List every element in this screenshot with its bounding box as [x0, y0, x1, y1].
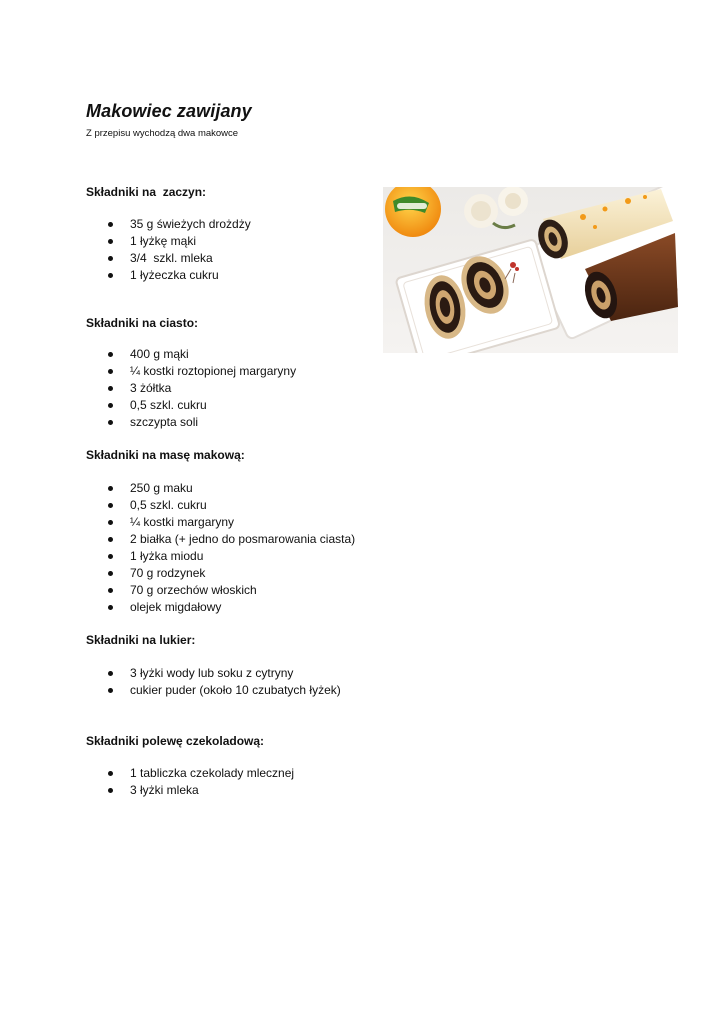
- bullet-icon: [108, 239, 113, 244]
- list-item: 3 łyżki mleka: [0, 782, 294, 799]
- list-item: szczypta soli: [0, 414, 296, 431]
- list-item: 3/4 szkl. mleka: [0, 250, 251, 267]
- bullet-icon: [108, 537, 113, 542]
- bullet-icon: [108, 420, 113, 425]
- bullet-icon: [108, 503, 113, 508]
- bullet-icon: [108, 386, 113, 391]
- ingredient-list-ciasto: [0, 346, 296, 431]
- section-heading-ciasto: Składniki na ciasto:: [86, 316, 199, 330]
- bullet-icon: [108, 486, 113, 491]
- list-item: 1 łyżka miodu: [0, 548, 355, 565]
- list-item: 1 tabliczka czekolady mlecznej: [0, 765, 294, 782]
- bullet-icon: [108, 605, 113, 610]
- recipe-subtitle: Z przepisu wychodzą dwa makowce: [86, 128, 239, 139]
- ingredient-list-polewa-czekoladowa: [0, 765, 294, 799]
- bullet-icon: [108, 256, 113, 261]
- makowiec-photo-illustration: [383, 187, 678, 353]
- bullet-icon: [108, 688, 113, 693]
- list-item: 70 g rodzynek: [0, 565, 355, 582]
- bullet-icon: [108, 403, 113, 408]
- recipe-title: Makowiec zawijany: [86, 101, 252, 121]
- bullet-icon: [108, 222, 113, 227]
- list-item: ¼ kostki margaryny: [0, 514, 355, 531]
- section-heading-zaczyn: Składniki na zaczyn:: [86, 185, 207, 199]
- ingredient-list-masa-makowa: [0, 480, 355, 616]
- list-item: ¼ kostki roztopionej margaryny: [0, 363, 296, 380]
- list-item: 1 łyżkę mąki: [0, 233, 251, 250]
- list-item: 1 łyżeczka cukru: [0, 267, 251, 284]
- bullet-icon: [108, 273, 113, 278]
- list-item: 35 g świeżych drożdży: [0, 216, 251, 233]
- bullet-icon: [108, 588, 113, 593]
- ingredient-list-lukier: [0, 665, 341, 699]
- bullet-icon: [108, 771, 113, 776]
- section-heading-lukier: Składniki na lukier:: [86, 633, 196, 647]
- list-item: 3 żółtka: [0, 380, 296, 397]
- bullet-icon: [108, 671, 113, 676]
- list-item: cukier puder (około 10 czubatych łyżek): [0, 682, 341, 699]
- list-item: 3 łyżki wody lub soku z cytryny: [0, 665, 341, 682]
- bullet-icon: [108, 520, 113, 525]
- makowiec-photo: [383, 187, 678, 353]
- list-item: 400 g mąki: [0, 346, 296, 363]
- bullet-icon: [108, 554, 113, 559]
- bullet-icon: [108, 788, 113, 793]
- section-heading-polewa-czekoladowa: Składniki polewę czekoladową:: [86, 734, 265, 748]
- list-item: 2 białka (+ jedno do posmarowania ciasta): [0, 531, 355, 548]
- list-item: 70 g orzechów włoskich: [0, 582, 355, 599]
- list-item: olejek migdałowy: [0, 599, 355, 616]
- bullet-icon: [108, 352, 113, 357]
- bullet-icon: [108, 571, 113, 576]
- list-item: 0,5 szkl. cukru: [0, 497, 355, 514]
- section-heading-masa-makowa: Składniki na masę makową:: [86, 448, 245, 462]
- list-item: 0,5 szkl. cukru: [0, 397, 296, 414]
- bullet-icon: [108, 369, 113, 374]
- list-item: 250 g maku: [0, 480, 355, 497]
- ingredient-list-zaczyn: [0, 216, 251, 284]
